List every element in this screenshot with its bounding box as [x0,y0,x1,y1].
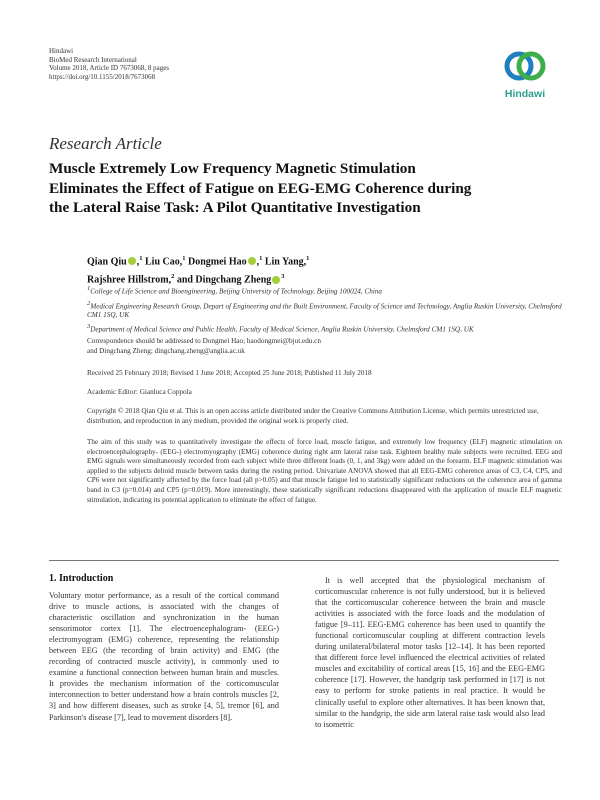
abstract: The aim of this study was to quantitatively investigate the effects of force load, muscle fatigue, and extremely low frequency (ELF) magnetic stimulation on electroencephalography- (EEG-) electromyography (EMG) coherence during right arm lateral raise task. Eighteen healthy male subjects were recruited. EEG and EMG signals were simultaneously recorded from each subject while three different loads (0, 1, and 3kg) were added on the forearm. ELF magnetic stimulation was applied to the subjects deltoid muscle between tasks during the resting period. Univariate ANOVA showed that all EEG-EMG coherence areas of C3, C4, CP5, and CP6 were not significantly affected by the force load (all p>0.05) and that muscle fatigue led to statistically significant reductions on the coherence area of gamma band in C3 (p=0.014) and CP5 (p=0.019). More interestingly, these statistically significant reductions disappeared with the application of muscle ELF magnetic stimulation, indicating its potential application to eliminate the effect of fatigue. [87,438,562,504]
right-column-text: It is well accepted that the physiological mechanism of corticomuscular coherence is not fully understood, but it is believed that the corticomuscular coherence between the brain and muscle activities is associated with the force loads and the modulation of fatigue [9–11]. EEG-EMG coherence has been used to quantify the functional corticomuscular coupling at different contraction levels during unilateral/bilateral motor tasks [12–14]. It has been reported that different force level influenced the electrical activities of related muscles and excitability of cortical areas [15, 16] and the EEG-EMG coherence [17]. However, the handgrip task performed in [17] is not easy to perform for stroke patients in real practice. It would be clinically useful to explore other alternatives. It has been known that, similar to the handgrip, the side arm lateral raise task would also lead to isometric [315,576,545,729]
author-affil-sup: 1 [259,255,263,262]
correspondence-line: and Dingchang Zheng; dingchang.zheng@anglia.ac.uk [87,346,245,355]
correspondence-line: Correspondence should be addressed to Dongmei Hao; haodongmei@bjut.edu.cn [87,337,321,345]
affiliations [87,284,567,337]
author-name[interactable]: Rajshree Hillstrom [87,274,169,286]
orcid-icon[interactable] [128,257,136,265]
affiliation: $^3$Department of Medical Science and Public Health, Faculty of Medical Science, Anglia Ruskin University, Chelmsford CM1 1SQ, UK [87,323,474,334]
divider [49,560,559,561]
correspondence [87,337,562,356]
author-name[interactable]: and Dingchang Zheng [176,274,272,286]
affiliation: $^2$Medical Engineering Research Group, Depart of Engineering and the Built Environment, Faculty of Science and Technology, Anglia Ruskin University, Chelmsford CM1 1SQ, UK [87,299,562,320]
title-line: Muscle Extremely Low Frequency Magnetic Stimulation [49,160,416,177]
orcid-icon[interactable] [248,257,256,265]
title-line: Eliminates the Effect of Fatigue on EEG-EMG Coherence during [49,179,472,197]
author-list [87,251,309,288]
doi-link[interactable]: https://doi.org/10.1155/2018/7673068 [49,72,156,81]
author-line-2: Rajshree Hillstrom,$^2$ and Dingchang Zheng $^3$ [87,273,285,286]
author-name[interactable]: Qian Qiu [87,256,127,268]
author-line-1: Qian Qiu ,$^1$ Liu Cao,$^1$ Dongmei Hao ,$^1$ Lin Yang,$^1$ [87,255,310,268]
section-heading: 1. Introduction [49,573,114,584]
author-affil-sup: 2 [171,273,175,281]
author-name[interactable]: Lin Yang [264,256,304,268]
author-name[interactable]: Dongmei Hao [187,256,247,268]
article-type: Research Article [49,134,162,153]
author-affil-sup: 3 [281,273,285,281]
left-column-text: Voluntary motor performance, as a result of the cortical command drive to muscle actions, is associated with the changes of characteristic oscillation and synchronization in the human sensorimotor cortex [1]. The electroencephalogram- (EEG-) electromyogram (EMG) coherence, representing the relationship between EEG (the recording of brain activity) and EMG (the recording of contracted muscle activity), is commonly used to examine a functional connection between human brain and muscles. It provides the mechanism information of the corticomuscular interconnection to better understand how a brain controls muscles [2, 3] and how different diseases, such as stroke [4, 5], tremor [6], and Parkinson's disease [7], lead to movement disorders [8]. [49,591,279,722]
volume-line: Volume 2018, Article ID 7673068, 8 pages [49,64,170,73]
hindawi-logo-text: Hindawi [504,88,546,100]
publication-dates: Received 25 February 2018; Revised 1 June 2018; Accepted 25 June 2018; Published 11 July 2018 [87,369,372,377]
journal-info [49,47,169,81]
affiliation: $^1$College of Life Science and Bioengineering, Beijing University of Technology, Beijing 100024, China [87,285,383,296]
author-affil-sup: 1 [182,255,186,262]
publisher-name: Hindawi [49,47,74,55]
author-affil-sup: 1 [139,255,143,262]
author-affil-sup: 1 [306,255,310,262]
hindawi-logo[interactable] [497,46,553,106]
hindawi-logo-icon [502,46,548,86]
author-name[interactable]: Liu Cao [145,256,180,268]
copyright-notice: Copyright © 2018 Qian Qiu et al. This is an open access article distributed under the Creative Commons Attribution License, which permits unrestricted use, distribution, and reproduction in any medium, provided the original work is properly cited. [87,407,539,425]
title-line: the Lateral Raise Task: A Pilot Quantitative Investigation [49,199,421,216]
article-title [49,159,559,218]
journal-name: BioMed Research International [49,55,137,64]
orcid-icon[interactable] [272,276,280,284]
academic-editor: Academic Editor: Gianluca Coppola [87,388,192,396]
